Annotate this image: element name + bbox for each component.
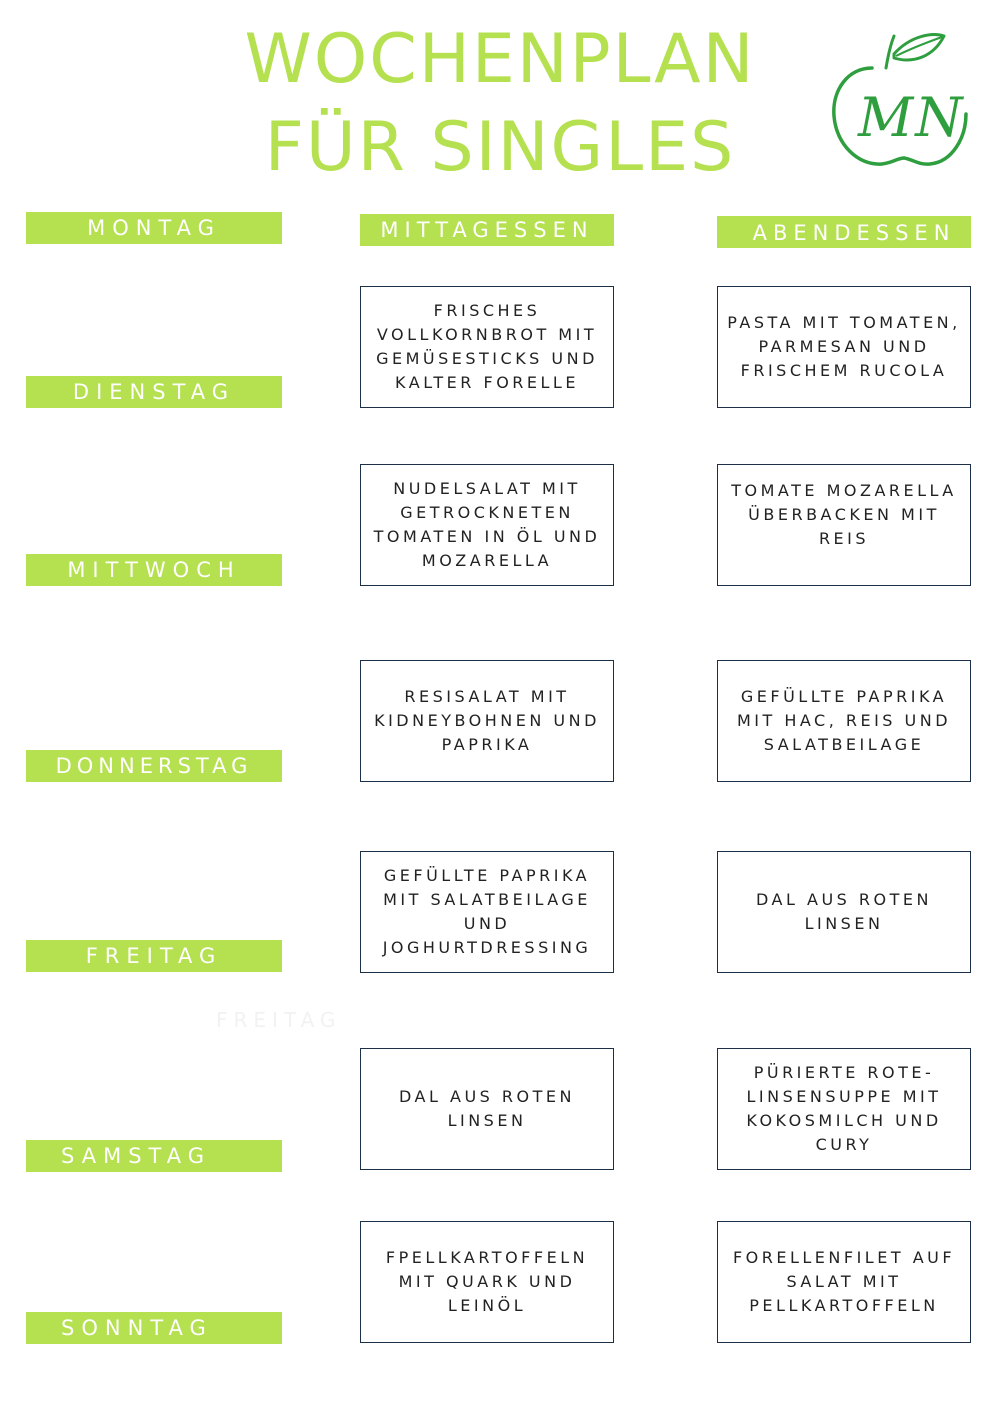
dinner-box	[717, 464, 971, 586]
dinner-text: DAL AUS ROTEN LINSEN	[756, 890, 932, 933]
dinner-box	[717, 286, 971, 408]
day-label-samstag: SAMSTAG	[26, 1140, 282, 1172]
dinner-box	[717, 660, 971, 782]
dinner-text: PÜRIERTE ROTE-LINSENSUPPE MIT KOKOSMILCH UND CURY	[746, 1063, 942, 1154]
dinner-box	[717, 851, 971, 973]
dinner-box	[717, 1221, 971, 1343]
lunch-box	[360, 286, 614, 408]
lunch-text: NUDELSALAT MIT GETROCKNETEN TOMATEN IN ÖL UND MOZARELLA	[373, 479, 601, 570]
logo-text: MN	[858, 86, 965, 149]
lunch-text: FRISCHES VOLLKORNBROT MIT GEMÜSESTICKS UND KALTER FORELLE	[376, 301, 598, 392]
faint-freitag-watermark: FREITAG	[216, 1008, 342, 1032]
header-abendessen: ABENDESSEN	[717, 216, 971, 248]
day-label-donnerstag: DONNERSTAG	[26, 750, 282, 782]
dinner-text: GEFÜLLTE PAPRIKA MIT HAC, REIS UND SALATBEILAGE	[736, 687, 952, 754]
lunch-box	[360, 1048, 614, 1170]
lunch-box	[360, 464, 614, 586]
lunch-text: GEFÜLLTE PAPRIKA MIT SALATBEILAGE UND JOGHURTDRESSING	[382, 866, 592, 957]
day-label-mittwoch: MITTWOCH	[26, 554, 282, 586]
title-line-1: WOCHENPLAN	[244, 20, 756, 99]
dinner-box	[717, 1048, 971, 1170]
dinner-text: PASTA MIT TOMATEN, PARMESAN UND FRISCHEM RUCOLA	[727, 313, 961, 380]
dinner-text: FORELLENFILET AUF SALAT MIT PELLKARTOFFELN	[732, 1248, 956, 1315]
lunch-text: RESISALAT MIT KIDNEYBOHNEN UND PAPRIKA	[374, 687, 600, 754]
mn-logo-icon	[820, 28, 980, 178]
day-label-sonntag: SONNTAG	[26, 1312, 282, 1344]
day-label-dienstag: DIENSTAG	[26, 376, 282, 408]
lunch-box	[360, 851, 614, 973]
dinner-text: TOMATE MOZARELLA ÜBERBACKEN MIT REIS	[731, 481, 957, 548]
day-label-freitag: FREITAG	[26, 940, 282, 972]
title-line-2: FÜR SINGLES	[264, 108, 736, 187]
lunch-text: DAL AUS ROTEN LINSEN	[399, 1087, 575, 1130]
lunch-box	[360, 1221, 614, 1343]
lunch-text: FPELLKARTOFFELN MIT QUARK UND LEINÖL	[385, 1248, 589, 1315]
day-label-montag: MONTAG	[26, 212, 282, 244]
header-mittagessen: MITTAGESSEN	[360, 214, 614, 246]
lunch-box	[360, 660, 614, 782]
